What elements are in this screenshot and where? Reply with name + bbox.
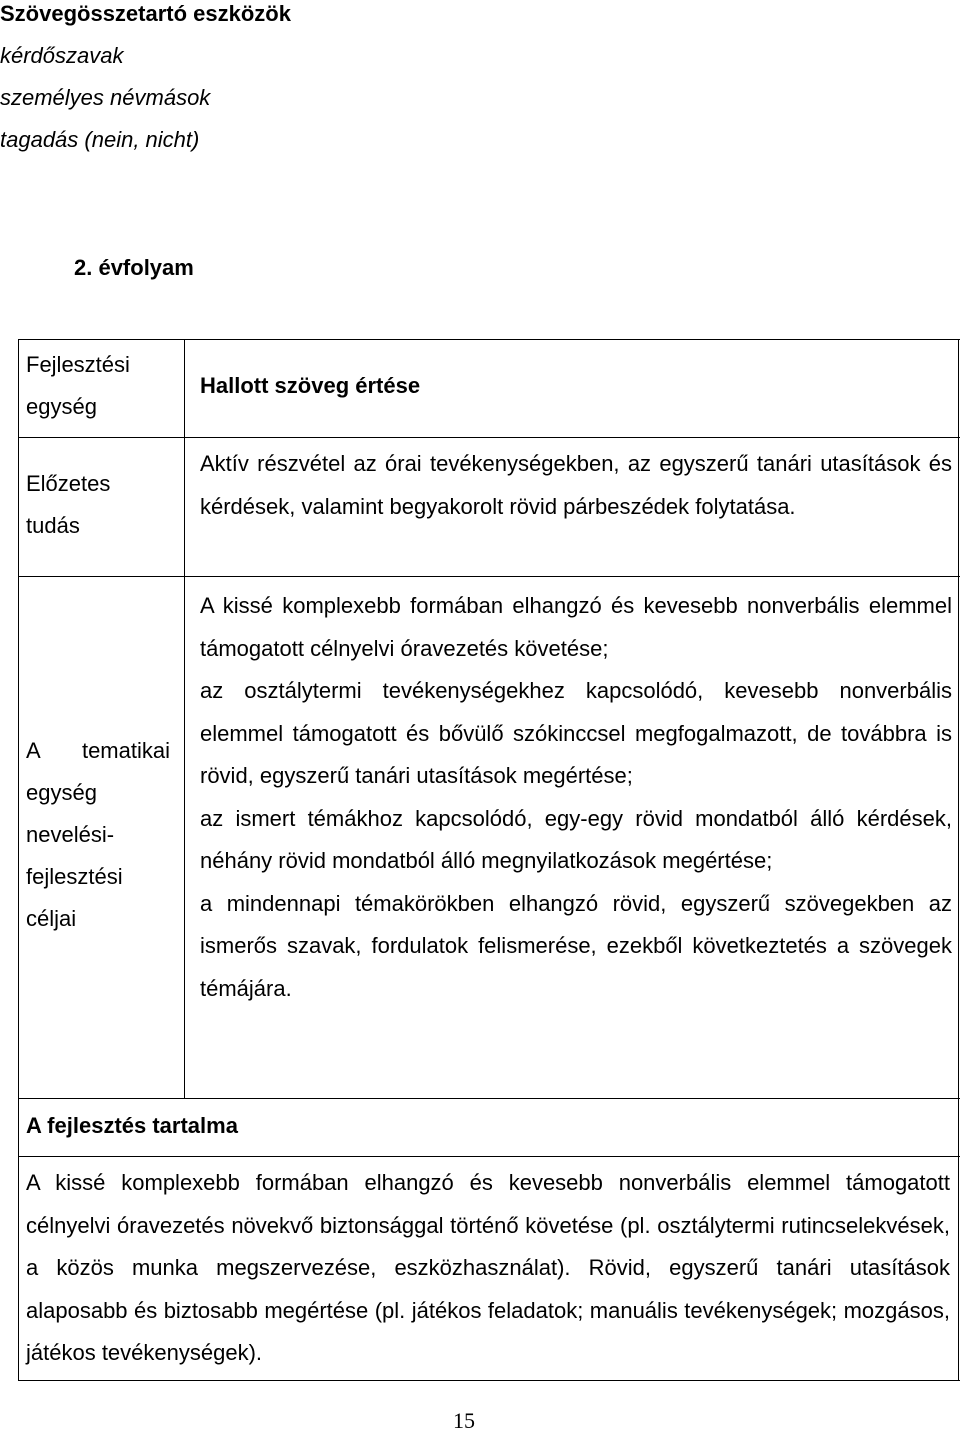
label-development-unit — [26, 344, 130, 428]
heading-item-question-words: kérdőszavak — [0, 43, 124, 68]
label-line: egység — [26, 394, 97, 419]
heading-item-personal-pronouns: személyes névmások — [0, 85, 211, 110]
section-heading: Szövegösszetartó eszközök — [0, 1, 291, 26]
development-unit-value: Hallott szöveg értése — [200, 373, 421, 398]
heading-item-negation: tagadás (nein, nicht) — [0, 127, 200, 152]
label-line: tudás — [26, 513, 80, 538]
label-thematic-goals — [26, 730, 170, 940]
page-number: 15 — [453, 1408, 475, 1433]
label-line: Előzetes — [26, 471, 111, 496]
label-line: A tematikai — [26, 738, 170, 763]
goal-paragraph: az ismert témákhoz kapcsolódó, egy-egy rövid mondatból álló kérdések, néhány rövid mondatból álló megnyilatkozások megértése; — [200, 805, 952, 873]
development-content-label: A fejlesztés tartalma — [26, 1113, 238, 1138]
goal-paragraph: az osztálytermi tevékenységekhez kapcsolódó, kevesebb nonverbális elemmel támogatott és bővülő szókinccsel megfogalmazott, de továbbra is rövid, egyszerű tanári utasítások megértése; — [200, 678, 952, 788]
label-line: egység — [26, 780, 97, 805]
goal-paragraph: A kissé komplexebb formában elhangzó és kevesebb nonverbális elemmel támogatott célnyelvi óravezetés követése; — [200, 593, 952, 661]
development-content-text: A kissé komplexebb formában elhangzó és kevesebb nonverbális elemmel támogatott célnyelvi óravezetés növekvő biztonsággal történő követése (pl. osztálytermi rutincselekvések, a közös munka megszervezése, eszközhasználat). Rövid, egyszerű tanári utasítások alaposabb és biztosabb megértése (pl. játékos feladatok; manuális tevékenységek; mozgásos, játékos tevékenységek). — [26, 1170, 950, 1365]
thematic-goals-text — [200, 585, 952, 1010]
label-line: céljai — [26, 906, 77, 931]
label-prior-knowledge — [26, 463, 110, 547]
label-line: fejlesztési — [26, 864, 123, 889]
goal-paragraph: a mindennapi témakörökben elhangzó rövid, egyszerű szövegekben az ismerős szavak, fordulatok felismerése, ezekből következtetés a szövegek témájára. — [200, 890, 952, 1001]
label-line: Fejlesztési — [26, 352, 130, 377]
grade-title: 2. évfolyam — [74, 255, 194, 280]
prior-knowledge-text: Aktív részvétel az órai tevékenységekben, az egyszerű tanári utasítások és kérdések, valamint begyakorolt rövid párbeszédek folytatása. — [200, 451, 952, 519]
label-line: nevelési- — [26, 822, 115, 847]
